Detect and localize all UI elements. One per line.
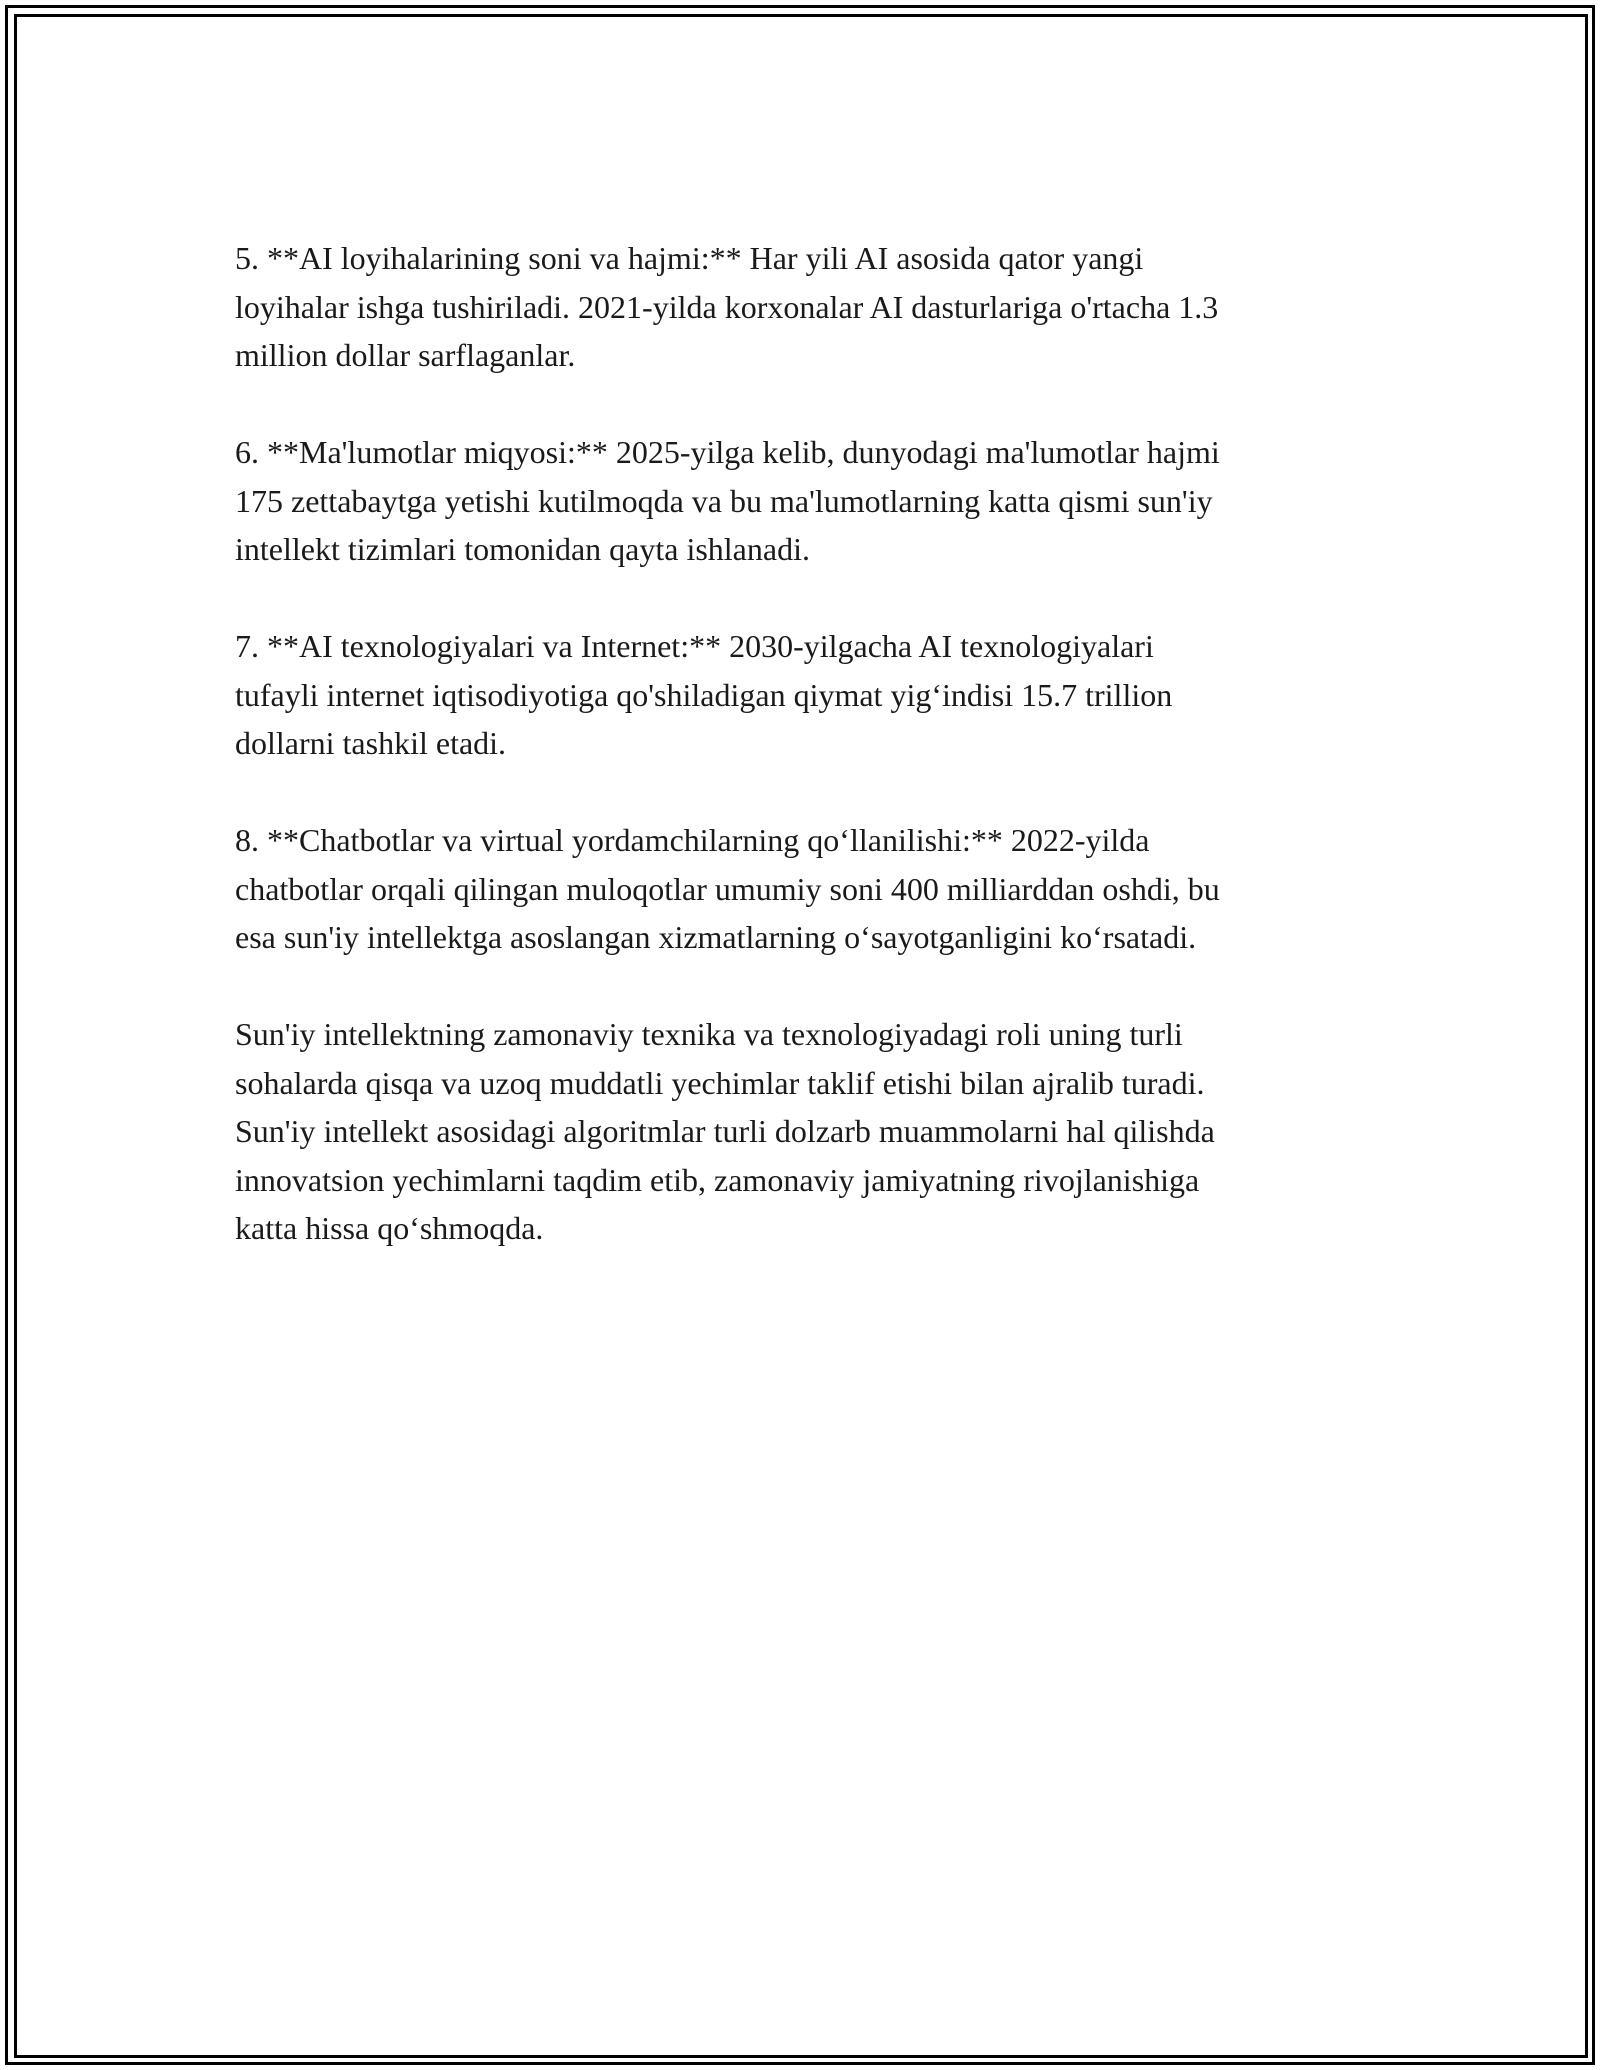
text-line: 8. **Chatbotlar va virtual yordamchilarning qo‘llanilishi:** 2022-yilda	[235, 822, 1150, 858]
text-line: 6. **Ma'lumotlar miqyosi:** 2025-yilga kelib, dunyodagi ma'lumotlar hajmi	[235, 434, 1220, 470]
paragraph-item-8	[235, 816, 1385, 962]
paragraph-item-7	[235, 622, 1385, 768]
text-line: Sun'iy intellektning zamonaviy texnika va texnologiyadagi roli uning turli	[235, 1016, 1183, 1052]
paragraph-conclusion	[235, 1010, 1385, 1253]
text-line: loyihalar ishga tushiriladi. 2021-yilda korxonalar AI dasturlariga o'rtacha 1.3	[235, 288, 1219, 325]
text-line: chatbotlar orqali qilingan muloqotlar umumiy soni 400 milliarddan oshdi, bu	[235, 870, 1220, 907]
text-line: intellekt tizimlari tomonidan qayta ishlanadi.	[235, 531, 810, 567]
document-body	[235, 234, 1385, 1301]
text-line: sohalarda qisqa va uzoq muddatli yechimlar taklif etishi bilan ajralib turadi.	[235, 1064, 1205, 1101]
text-line: dollarni tashkil etadi.	[235, 725, 507, 761]
paragraph-item-5	[235, 234, 1385, 380]
text-line: katta hissa qo‘shmoqda.	[235, 1210, 544, 1246]
text-line: million dollar sarflaganlar.	[235, 337, 576, 373]
text-line: 175 zettabaytga yetishi kutilmoqda va bu ma'lumotlarning katta qismi sun'iy	[235, 482, 1213, 519]
text-line: 5. **AI loyihalarining soni va hajmi:** Har yili AI asosida qator yangi	[235, 240, 1144, 276]
paragraph-item-6	[235, 428, 1385, 574]
text-line: Sun'iy intellekt asosidagi algoritmlar turli dolzarb muammolarni hal qilishda	[235, 1113, 1215, 1149]
text-line: esa sun'iy intellektga asoslangan xizmatlarning o‘sayotganligini ko‘rsatadi.	[235, 919, 1197, 955]
text-line: innovatsion yechimlarni taqdim etib, zamonaviy jamiyatning rivojlanishiga	[235, 1161, 1200, 1198]
text-line: 7. **AI texnologiyalari va Internet:** 2030-yilgacha AI texnologiyalari	[235, 628, 1154, 664]
text-line: tufayli internet iqtisodiyotiga qo'shiladigan qiymat yig‘indisi 15.7 trillion	[235, 676, 1173, 713]
